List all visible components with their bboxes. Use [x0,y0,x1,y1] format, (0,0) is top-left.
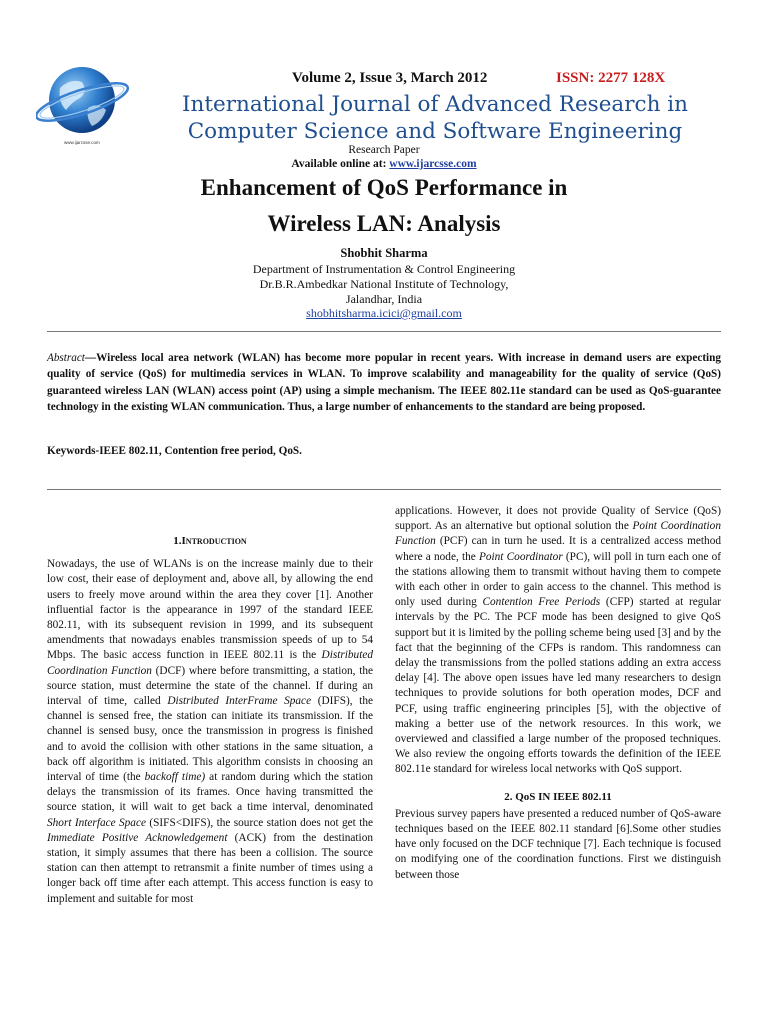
abstract-lead: Abstract [47,352,85,364]
logo-caption: www.ijarcsse.com [64,140,100,145]
text-run: (ACK) from the destination station, it simply assumes that there has been a collision. The source station can then attempt to retransmit a finite number of times using a longer back off time after each attempt. This access function is easy to implement and suitable for most [47,831,373,905]
text-run: (SIFS<DIFS), the source station does not get the [146,816,373,829]
section2-paragraph: Previous survey papers have presented a reduced number of QoS-aware techniques based on the IEEE 802.11 standard [6].Some other studies have only focused on the DCF technique [7]. Each technique is focused on modifying one of the coordination functions. First we distinguish between those [395,807,721,881]
journal-website-link[interactable]: www.ijarcsse.com [389,158,477,170]
divider-bottom [47,489,721,490]
term-backoff: backoff time) [144,771,206,784]
text-run: Nowadays, the use of WLANs is on the increase mainly due to their low cost, their ease of deployment and, above all, by allowing the end users to freely move around within the area they cover [1]. Another influential factor is the appearance in 1997 of the standard IEEE 802.11, with its subsequent revision in 1999, and its subsequent amendments that nowadays enables transmission speeds of up to 54 Mbps. The basic access function in IEEE 802.11 is the [47,558,373,662]
text-run: (DIFS), the channel is sensed free, the station can initiate its transmission. If the channel is sensed busy, once the transmission in progress is finished and to avoid the collision with other stations in the same situation, a back off algorithm is initiated. This algorithm consists in choosing an interval of time (the [47,695,373,784]
term-cfp: Contention Free Periods [482,596,601,609]
affiliation-location: Jalandhar, India [345,292,423,306]
section-heading-qos: 2. QoS IN IEEE 802.11 [504,790,612,803]
text-run: (PC), will poll in turn each one of the stations allowing them to transmit without having them to compete with each other in order to gain access to the channel. This method is only used during [395,550,721,609]
availability-line [0,158,768,170]
term-sifs: Short Interface Space [47,816,146,829]
text-run: (DCF) where before transmitting, a station, the source station, must determine the state of the channel. If during an interval of time, called [47,664,374,708]
text-run: at random during which the station delays the transmission of its frames. Once having transmitted the source station, it will wait to get back a time interval, denominated [47,771,373,814]
section-title: Introduction [181,535,247,547]
journal-title-line1: International Journal of Advanced Research in [182,92,688,117]
availability-label: Available online at: [291,158,390,170]
intro-continued-paragraph [395,504,721,778]
term-pcf: Point Coordination Function [395,520,721,548]
journal-issn: ISSN: 2277 128X [556,70,666,86]
section-number: 1. [173,535,182,547]
paper-title-line1: Enhancement of QoS Performance in [200,175,568,200]
text-run: applications. However, it does not provide Quality of Service (QoS) support. As an alternative but optional solution the [395,505,721,533]
left-column [47,534,373,907]
research-type: Research Paper [348,144,420,156]
affiliation-department: Department of Instrumentation & Control Engineering [252,262,516,276]
intro-paragraph [47,557,373,907]
journal-title-line2: Computer Science and Software Engineering [187,119,683,144]
text-run: (PCF) can in turn he used. It is a centralized access method where a node, the [395,535,721,563]
abstract [47,350,721,416]
term-dcf: Distributed Coordination Function [47,649,373,677]
term-pc: Point Coordinator [478,550,563,563]
journal-logo-globe [36,62,136,150]
paper-title-line2: Wireless LAN: Analysis [267,211,501,236]
keywords: Keywords-IEEE 802.11, Contention free period, QoS. [47,445,302,457]
journal-volume: Volume 2, Issue 3, March 2012 [292,70,488,86]
term-difs: Distributed InterFrame Space [167,695,312,708]
section-heading-introduction [47,534,373,549]
author-email-link[interactable]: shobhitsharma.icici@gmail.com [306,306,462,320]
text-run: (CFP) started at regular intervals by the PC. The PCF mode has been designed to give QoS support but it is limited by the polling scheme being used [3] and by the fact that the beginning of the CFPs is random. This randomness can delay the transmissions from the polled stations adding an extra access delay [4]. The above open issues have led many researchers to design techniques to provide solutions for both operation modes, DCF and PCF, using traffic engineering principles [5], with the objective of making a better use of the network resources. In this work, we overviewed and classified a large number of the proposed techniques. We also review the ongoing efforts towards the definition of the IEEE 802.11e standard for wireless local networks with QoS support. [395,596,721,776]
term-ack: Immediate Positive Acknowledgement [47,831,228,844]
author-name: Shobhit Sharma [340,246,428,260]
abstract-dash: — [84,352,97,364]
right-column [395,504,721,883]
abstract-body: Wireless local area network (WLAN) has become more popular in recent years. With increase in demand users are expecting quality of service (QoS) for multimedia services in WLAN. To improve scalability and manageability for the quality of service (QoS) guaranteed wireless LAN (WLAN) access point (AP) using a simple mechanism. The IEEE 802.11e standard can be used as QoS-guarantee technology in the existing WLAN communication. Thus, a large number of enhancements to the standard are being proposed. [47,352,721,414]
divider-top [47,331,721,332]
affiliation-institute: Dr.B.R.Ambedkar National Institute of Technology, [259,277,509,291]
